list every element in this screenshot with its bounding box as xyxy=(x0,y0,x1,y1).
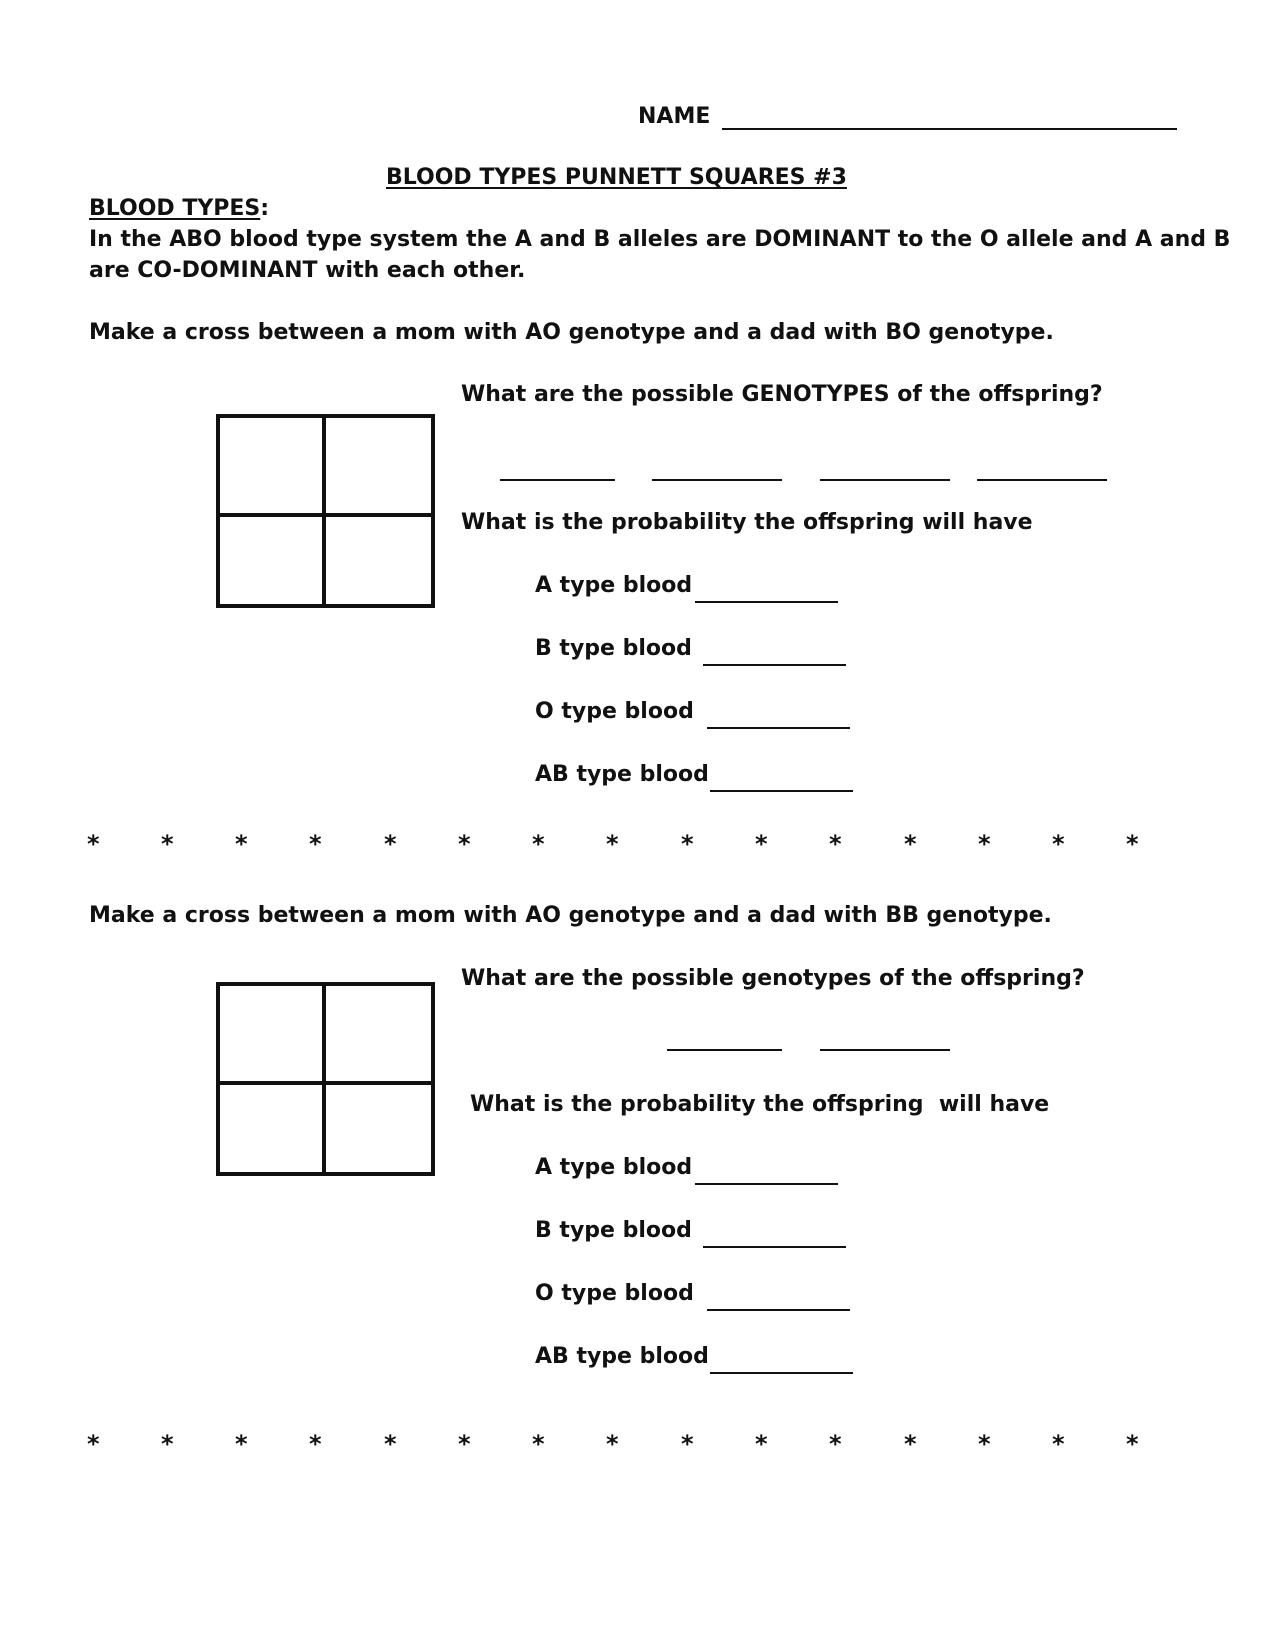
separator-star: * xyxy=(681,1430,694,1458)
separator-star: * xyxy=(904,830,917,858)
problem1-genotype-blank-1[interactable] xyxy=(500,455,615,481)
problem2-o-type-blank[interactable] xyxy=(707,1285,850,1311)
problem1-probability-question: What is the probability the offspring will have xyxy=(461,510,1033,535)
separator-star: * xyxy=(904,1430,917,1458)
problem2-a-type-blank[interactable] xyxy=(695,1159,838,1185)
separator-star: * xyxy=(1052,1430,1065,1458)
separator-star: * xyxy=(606,830,619,858)
problem2-prompt: Make a cross between a mom with AO genotype and a dad with BB genotype. xyxy=(89,903,1052,928)
problem2-genotype-blank-1[interactable] xyxy=(667,1025,782,1051)
separator-star: * xyxy=(87,1430,100,1458)
separator-star: * xyxy=(235,830,248,858)
problem2-punnett-square[interactable] xyxy=(216,982,435,1176)
separator-star: * xyxy=(235,1430,248,1458)
separator-star: * xyxy=(681,830,694,858)
problem1-genotype-blank-3[interactable] xyxy=(820,455,950,481)
separator-star: * xyxy=(458,1430,471,1458)
name-label: NAME xyxy=(638,104,711,129)
separator-star: * xyxy=(1126,830,1139,858)
problem2-genotypes-question: What are the possible genotypes of the offspring? xyxy=(461,966,1085,991)
problem1-prompt: Make a cross between a mom with AO genotype and a dad with BO genotype. xyxy=(89,320,1054,345)
separator-star: * xyxy=(87,830,100,858)
intro-heading: BLOOD TYPES: xyxy=(89,196,270,221)
problem1-ab-type-blank[interactable] xyxy=(710,766,853,792)
separator-star: * xyxy=(829,830,842,858)
separator-star: * xyxy=(384,1430,397,1458)
problem1-o-type-blank[interactable] xyxy=(707,703,850,729)
separator-star: * xyxy=(161,1430,174,1458)
problem1-a-type-label: A type blood xyxy=(535,573,693,598)
problem1-punnett-square[interactable] xyxy=(216,414,435,608)
problem2-ab-type-label: AB type blood xyxy=(535,1344,709,1369)
problem1-b-type-blank[interactable] xyxy=(703,640,846,666)
problem2-a-type-label: A type blood xyxy=(535,1155,693,1180)
problem1-ab-type-label: AB type blood xyxy=(535,762,709,787)
problem1-genotypes-question: What are the possible GENOTYPES of the offspring? xyxy=(461,382,1103,407)
separator-star: * xyxy=(458,830,471,858)
problem2-b-type-blank[interactable] xyxy=(703,1222,846,1248)
problem2-probability-question: What is the probability the offspring will have xyxy=(470,1092,1050,1117)
separator-star: * xyxy=(978,830,991,858)
separator-star: * xyxy=(978,1430,991,1458)
problem1-o-type-label: O type blood xyxy=(535,699,694,724)
separator-star: * xyxy=(1126,1430,1139,1458)
problem2-genotype-blank-2[interactable] xyxy=(820,1025,950,1051)
separator-star: * xyxy=(309,830,322,858)
problem1-a-type-blank[interactable] xyxy=(695,577,838,603)
separator-star: * xyxy=(606,1430,619,1458)
separator-star: * xyxy=(532,1430,545,1458)
separator-star: * xyxy=(829,1430,842,1458)
problem1-genotype-blank-4[interactable] xyxy=(977,455,1107,481)
name-field[interactable] xyxy=(722,104,1177,130)
page-title: BLOOD TYPES PUNNETT SQUARES #3 xyxy=(386,165,847,190)
intro-text-line1: In the ABO blood type system the A and B alleles are DOMINANT to the O allele and A and B xyxy=(89,227,1231,252)
problem1-genotype-blank-2[interactable] xyxy=(652,455,782,481)
problem1-b-type-label: B type blood xyxy=(535,636,692,661)
problem2-b-type-label: B type blood xyxy=(535,1218,692,1243)
separator-star: * xyxy=(755,1430,768,1458)
separator-star: * xyxy=(532,830,545,858)
intro-text-line2: are CO-DOMINANT with each other. xyxy=(89,258,526,283)
separator-star: * xyxy=(161,830,174,858)
separator-star: * xyxy=(1052,830,1065,858)
problem2-o-type-label: O type blood xyxy=(535,1281,694,1306)
separator-star: * xyxy=(309,1430,322,1458)
separator-star: * xyxy=(384,830,397,858)
separator-star: * xyxy=(755,830,768,858)
problem2-ab-type-blank[interactable] xyxy=(710,1348,853,1374)
